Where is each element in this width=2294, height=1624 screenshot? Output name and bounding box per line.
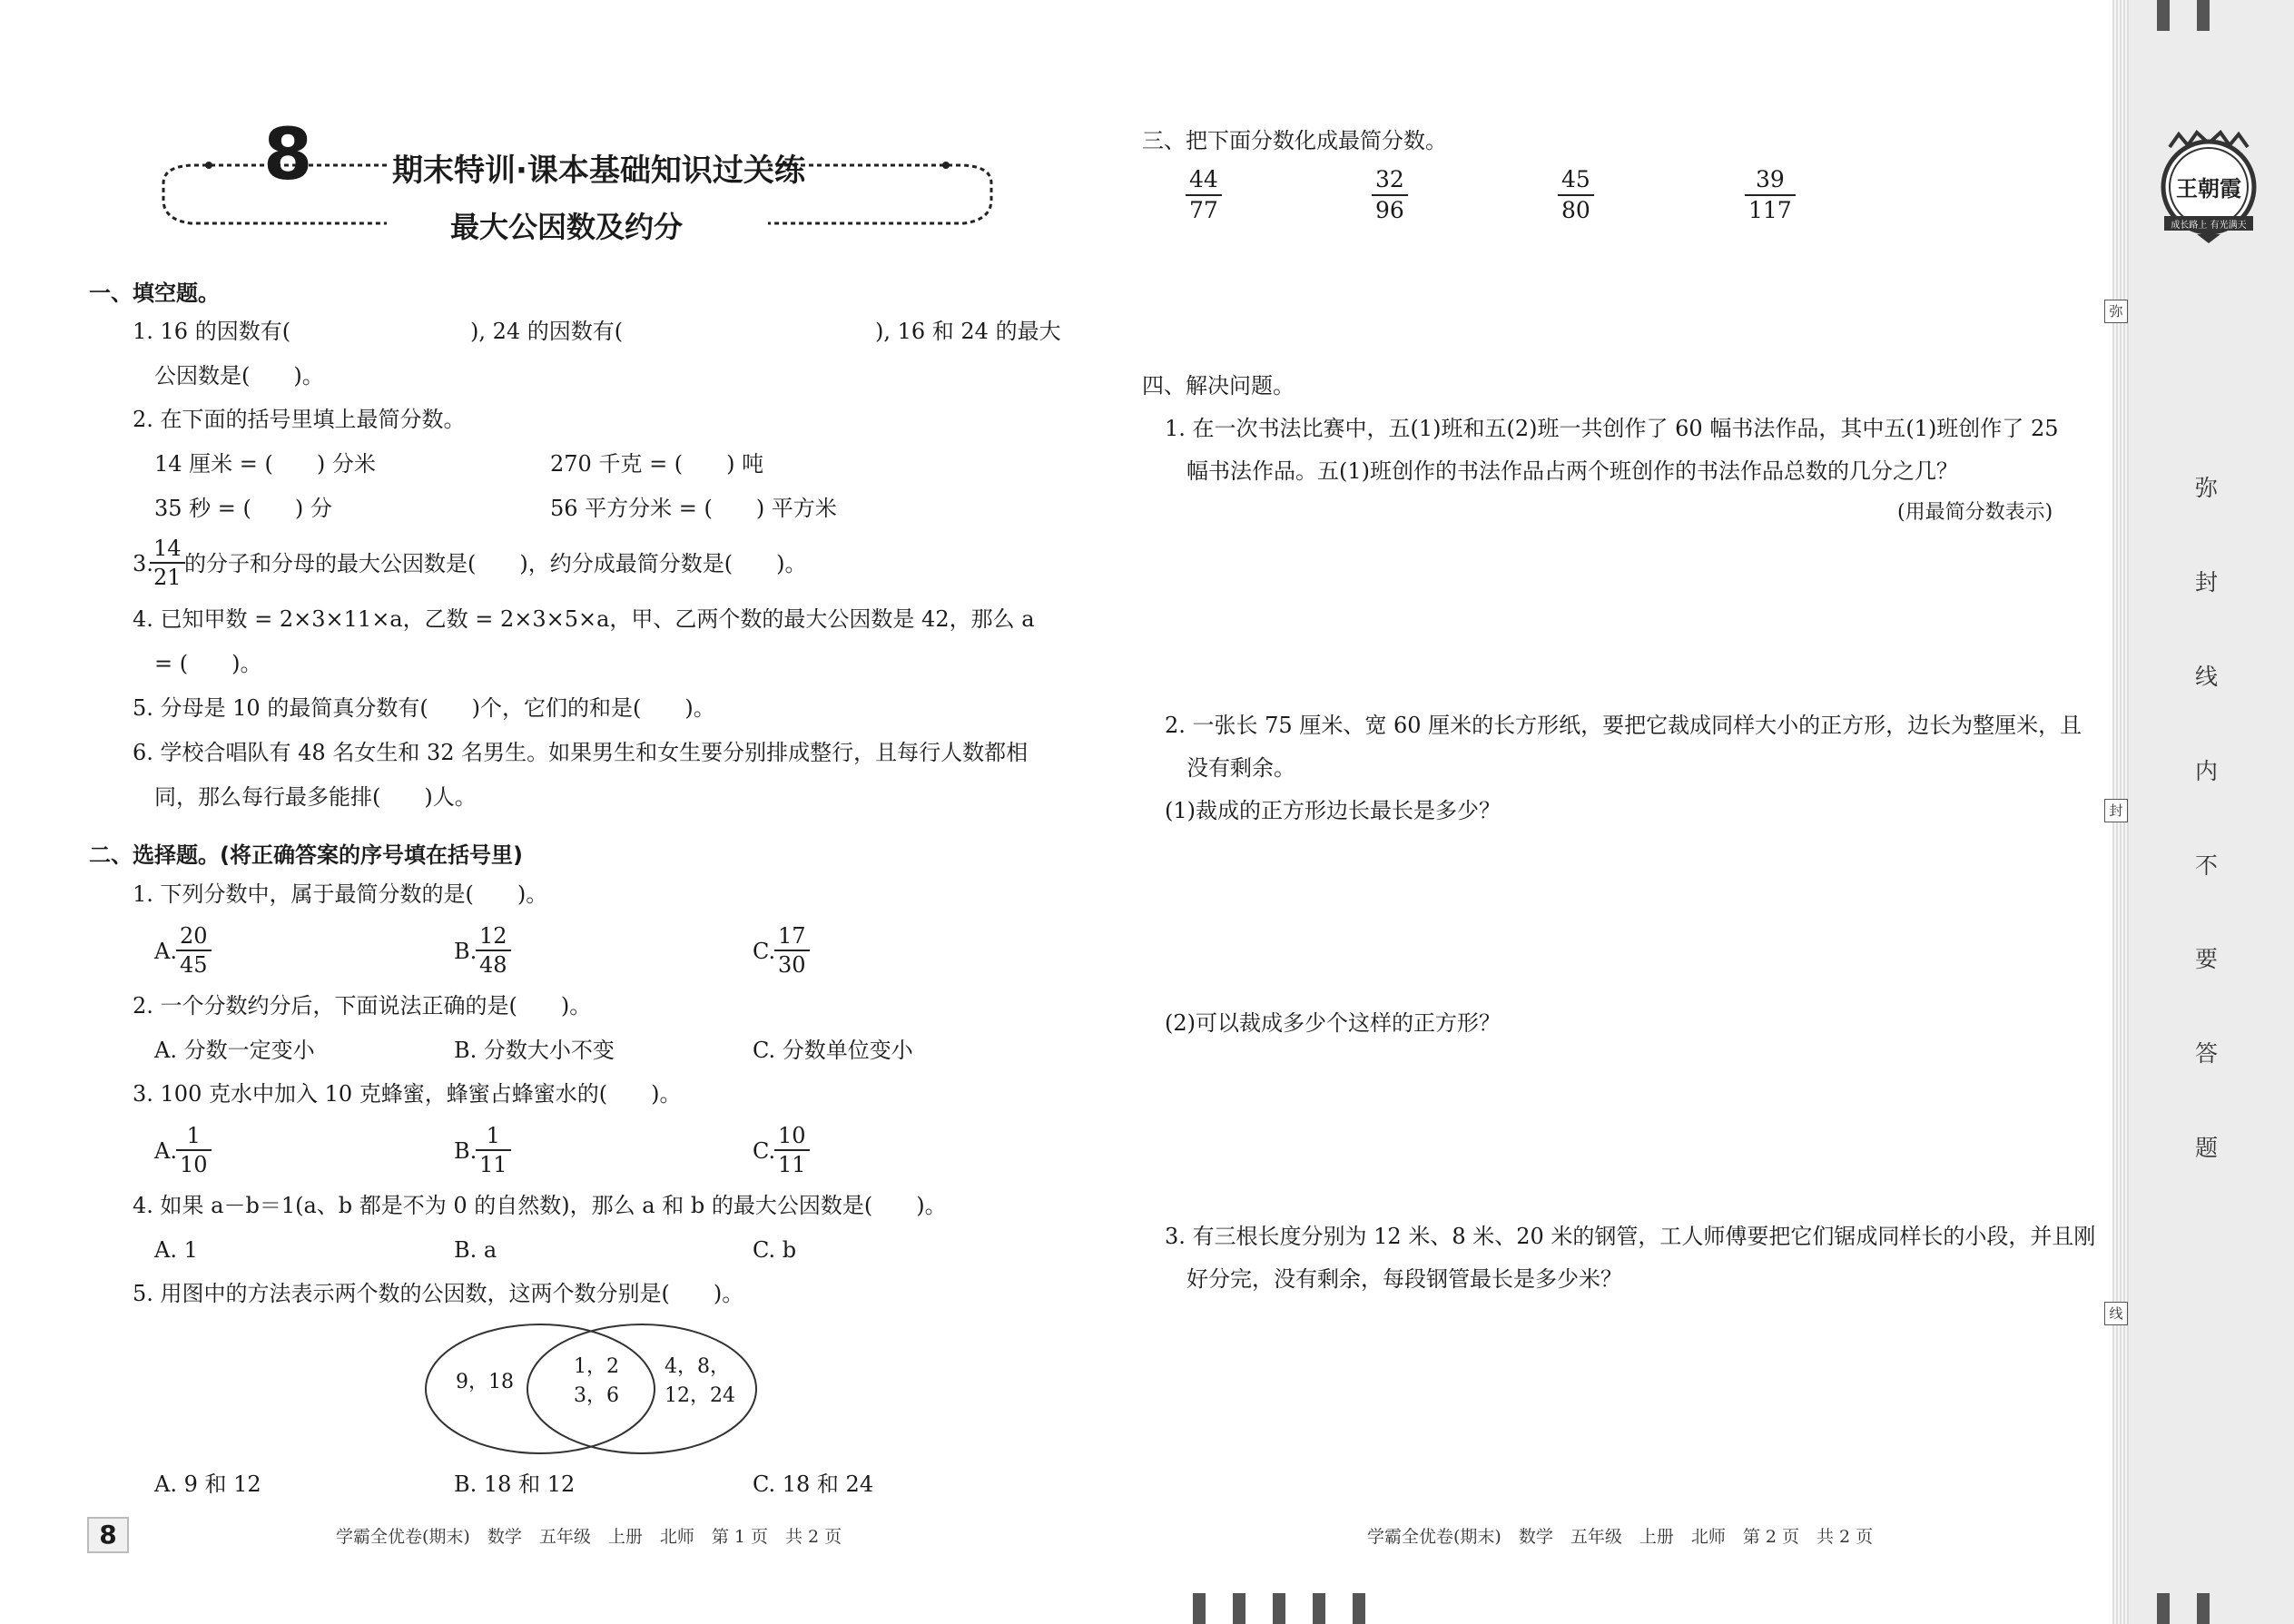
- c5: 5. 用图中的方法表示两个数的公因数，这两个数分别是( )。: [133, 1281, 744, 1306]
- c3-a-num: 1: [186, 1123, 201, 1148]
- q2-a: 14 厘米 = ( ) 分米: [154, 451, 376, 477]
- q2-d: 56 平方分米 = ( ) 平方米: [550, 496, 837, 521]
- binding-mark-feng: 封: [2104, 799, 2128, 822]
- q2-b: 270 千克 = ( ) 吨: [550, 451, 764, 477]
- c2-b: B. 分数大小不变: [454, 1038, 615, 1063]
- c3-c-num: 10: [778, 1123, 806, 1148]
- p1-a: 1. 在一次书法比赛中，五(1)班和五(2)班一共创作了 60 幅书法作品，其中五(1)班创作了 25: [1165, 416, 2059, 441]
- c1-fraction-b: [476, 923, 511, 978]
- simplify-2-den: 96: [1375, 197, 1404, 223]
- simplify-1-num: 44: [1189, 166, 1218, 192]
- q1-part-d: 公因数是( )。: [154, 363, 324, 389]
- simplify-3-num: 45: [1561, 166, 1590, 192]
- c3-a-den: 10: [180, 1152, 208, 1177]
- c1-a-den: 45: [180, 952, 208, 978]
- publisher-logo: [2157, 127, 2260, 245]
- simplify-4-num: 39: [1755, 166, 1785, 192]
- binding-bar-top-1: [2157, 0, 2170, 31]
- c3-label-a: A.: [154, 1138, 177, 1164]
- venn-left-set: 9，18: [456, 1371, 514, 1393]
- q3-prefix: 3.: [133, 551, 153, 576]
- c1-fraction-a: [176, 923, 212, 978]
- q1-part-b: ), 24 的因数有(: [470, 319, 624, 344]
- c3-b-den: 11: [479, 1152, 507, 1177]
- c1-label-b: B.: [454, 939, 478, 964]
- c2: 2. 一个分数约分后，下面说法正确的是( )。: [133, 993, 592, 1019]
- binding-bar-top-2: [2197, 0, 2210, 31]
- simplify-3-den: 80: [1561, 197, 1590, 223]
- simplify-1-den: 77: [1189, 197, 1218, 223]
- c3-c-den: 11: [778, 1152, 806, 1177]
- p2-d: (2)可以裁成多少个这样的正方形？: [1165, 1010, 1501, 1036]
- binding-bar-bottom-1: [2157, 1593, 2170, 1624]
- binding-char-6: 要: [2195, 946, 2219, 972]
- header-title: 期末特训·课本基础知识过关练: [392, 153, 805, 189]
- q2: 2. 在下面的括号里填上最简分数。: [133, 407, 466, 432]
- binding-mark-xian: 线: [2104, 1302, 2128, 1325]
- c1-b-num: 12: [479, 923, 507, 949]
- binding-mark-mi: 弥: [2104, 300, 2128, 323]
- c1-c-num: 17: [778, 923, 806, 949]
- simplify-fraction-3: [1558, 166, 1594, 224]
- binding-char-2: 封: [2195, 569, 2219, 595]
- q4-b: = ( )。: [154, 651, 262, 676]
- q5: 5. 分母是 10 的最简真分数有( )个，它们的和是( )。: [133, 695, 715, 721]
- header-number: 8: [263, 114, 313, 196]
- section-fill-blank: 一、填空题。: [89, 281, 220, 306]
- venn-common-2: 3，6: [574, 1384, 619, 1407]
- q1-part-a: 1. 16 的因数有(: [133, 319, 291, 344]
- q1-part-c: ), 16 和 24 的最大: [875, 319, 1061, 344]
- c3-label-b: B.: [454, 1138, 478, 1164]
- q6-a: 6. 学校合唱队有 48 名女生和 32 名男生。如果男生和女生要分别排成整行，且每行人数都相: [133, 740, 1029, 765]
- c4-c: C. b: [753, 1237, 797, 1263]
- footer-right: 学霸全优卷(期末) 数学 五年级 上册 北师 第 2 页 共 2 页: [1367, 1527, 1874, 1547]
- c3-fraction-b: [476, 1123, 511, 1177]
- c1-fraction-c: [774, 923, 810, 978]
- print-mark-4: [1313, 1593, 1325, 1624]
- c5-b: B. 18 和 12: [454, 1471, 576, 1497]
- c3-label-c: C.: [753, 1138, 776, 1164]
- simplify-4-den: 117: [1748, 197, 1792, 223]
- p3-a: 3. 有三根长度分别为 12 米、8 米、20 米的钢管，工人师傅要把它们锯成同样长的小段，并且刚: [1165, 1224, 2096, 1249]
- logo-text: 王朝霞: [2176, 176, 2241, 202]
- binding-char-1: 弥: [2195, 475, 2219, 501]
- c1: 1. 下列分数中，属于最简分数的是( )。: [133, 881, 548, 907]
- venn-common-1: 1，2: [574, 1355, 619, 1378]
- c1-label-c: C.: [753, 939, 776, 964]
- print-mark-2: [1233, 1593, 1245, 1624]
- section-multiple-choice: 二、选择题。(将正确答案的序号填在括号里): [89, 842, 523, 868]
- p2-c: (1)裁成的正方形边长最长是多少？: [1165, 798, 1501, 823]
- c5-a: A. 9 和 12: [154, 1471, 261, 1497]
- binding-char-4: 内: [2195, 758, 2219, 784]
- q3-text: 的分子和分母的最大公因数是( )，约分成最简分数是( )。: [184, 551, 807, 576]
- c2-a: A. 分数一定变小: [154, 1038, 315, 1063]
- q6-b: 同，那么每行最多能排( )人。: [154, 784, 477, 810]
- c3-fraction-a: [176, 1123, 212, 1177]
- simplify-2-num: 32: [1375, 166, 1404, 192]
- binding-char-5: 不: [2195, 852, 2219, 879]
- simplify-fraction-1: [1186, 166, 1222, 224]
- print-mark-5: [1353, 1593, 1365, 1624]
- c1-b-den: 48: [479, 952, 507, 978]
- venn-right-2: 12，24: [665, 1384, 735, 1407]
- q2-c: 35 秒 = ( ) 分: [154, 496, 332, 521]
- p1-c: (用最简分数表示): [1897, 501, 2053, 524]
- p2-a: 2. 一张长 75 厘米、宽 60 厘米的长方形纸，要把它裁成同样大小的正方形，边长为整厘米，且: [1165, 713, 2082, 738]
- q4-a: 4. 已知甲数 = 2×3×11×a，乙数 = 2×3×5×a，甲、乙两个数的最大公因数是 42，那么 a: [133, 606, 1035, 632]
- section-word-problems: 四、解决问题。: [1142, 373, 1295, 399]
- simplify-fraction-4: [1745, 166, 1796, 224]
- c1-a-num: 20: [180, 923, 208, 949]
- c4-a: A. 1: [154, 1237, 198, 1263]
- c4: 4. 如果 a－b＝1(a、b 都是不为 0 的自然数)，那么 a 和 b 的最大公因数是( )。: [133, 1193, 947, 1218]
- c1-c-den: 30: [778, 952, 806, 978]
- p3-b: 好分完，没有剩余，每段钢管最长是多少米？: [1186, 1266, 1622, 1292]
- c5-c: C. 18 和 24: [753, 1471, 874, 1497]
- binding-char-3: 线: [2195, 664, 2219, 690]
- header-subtitle: 最大公因数及约分: [450, 210, 684, 244]
- binding-char-7: 答: [2195, 1040, 2219, 1067]
- binding-char-8: 题: [2195, 1135, 2219, 1161]
- page-number-badge: 8: [87, 1517, 129, 1553]
- footer-left: 学霸全优卷(期末) 数学 五年级 上册 北师 第 1 页 共 2 页: [336, 1527, 842, 1547]
- p1-b: 幅书法作品。五(1)班创作的书法作品占两个班创作的书法作品总数的几分之几？: [1186, 458, 1958, 484]
- q3-fraction: [150, 536, 185, 590]
- c3: 3. 100 克水中加入 10 克蜂蜜，蜂蜜占蜂蜜水的( )。: [133, 1081, 682, 1107]
- print-mark-3: [1273, 1593, 1285, 1624]
- c4-b: B. a: [454, 1237, 497, 1263]
- c2-c: C. 分数单位变小: [753, 1038, 913, 1063]
- c3-b-num: 1: [486, 1123, 500, 1148]
- binding-bar-bottom-2: [2197, 1593, 2210, 1624]
- simplify-fraction-2: [1372, 166, 1408, 224]
- logo-subtext: 成长路上 有光满天: [2171, 221, 2247, 231]
- c3-fraction-c: [774, 1123, 810, 1177]
- q3-denominator: 21: [153, 565, 182, 590]
- q3-numerator: 14: [153, 536, 182, 561]
- section-simplify: 三、把下面分数化成最简分数。: [1142, 128, 1447, 153]
- venn-right-1: 4，8，: [665, 1355, 730, 1378]
- print-mark-1: [1193, 1593, 1206, 1624]
- p2-b: 没有剩余。: [1186, 755, 1295, 781]
- c1-label-a: A.: [154, 939, 177, 964]
